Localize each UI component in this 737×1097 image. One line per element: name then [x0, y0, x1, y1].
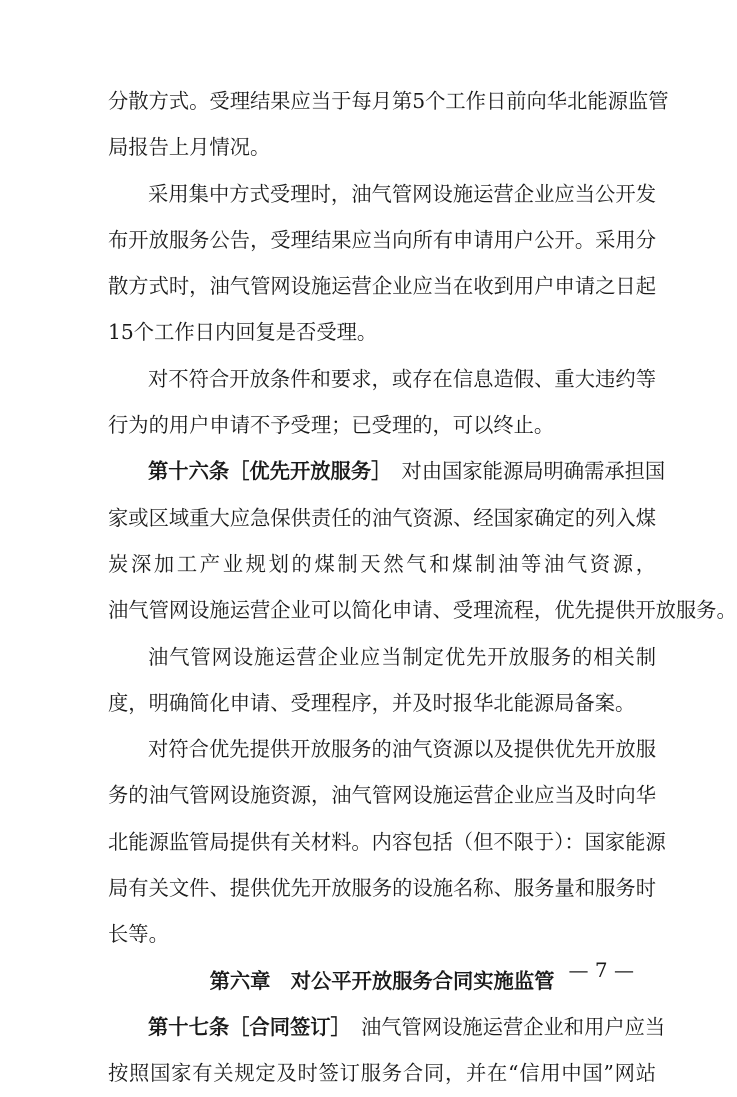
article-16-text: 对由国家能源局明确需承担国: [401, 459, 666, 484]
text-line: 对符合优先提供开放服务的油气资源以及提供优先开放服: [148, 737, 656, 762]
article-16-first-line: [108, 448, 666, 494]
text-line: 15个工作日内回复是否受理。: [108, 320, 378, 345]
article-17-text: 油气管网设施运营企业和用户应当: [360, 1014, 666, 1039]
text-line: 采用集中方式受理时，油气管网设施运营企业应当公开发: [148, 181, 656, 206]
text-line: 油气管网设施运营企业应当制定优先开放服务的相关制: [148, 644, 656, 669]
text-line: 行为的用户申请不予受理；已受理的，可以终止。: [108, 413, 555, 438]
article-16-text: [381, 459, 401, 483]
text-line: 家或区域重大应急保供责任的油气资源、经国家确定的列入煤: [108, 505, 656, 530]
text-line: 布开放服务公告，受理结果应当向所有申请用户公开。采用分: [108, 227, 656, 252]
text-line: 油气管网设施运营企业可以简化申请、受理流程，优先提供开放服务。: [108, 598, 737, 623]
text-line: 长等。: [108, 922, 169, 947]
article-17-text: [341, 1015, 361, 1039]
article-17-first-line: [108, 1004, 666, 1050]
document-body: [108, 78, 737, 1097]
text-line: 局报告上月情况。: [108, 135, 271, 160]
text-line: 度，明确简化申请、受理程序，并及时报华北能源局备案。: [108, 690, 636, 715]
text-line: 北能源监管局提供有关材料。内容包括（但不限于）：国家能源: [108, 829, 666, 854]
text-line: 分散方式。受理结果应当于每月第5个工作日前向华北能源监管: [108, 89, 669, 113]
text-line: 炭深加工产业规划的煤制天然气和煤制油等油气资源，: [108, 551, 656, 576]
chapter-title: 第六章 对公平开放服务合同实施监管: [209, 968, 555, 993]
text-line: 对不符合开放条件和要求，或存在信息造假、重大违约等: [148, 366, 656, 391]
text-line: 散方式时，油气管网设施运营企业应当在收到用户申请之日起: [108, 274, 656, 299]
article-16-heading: 第十六条［优先开放服务］: [148, 459, 382, 484]
text-line: 按照国家有关规定及时签订服务合同，并在“信用中国”网站: [108, 1061, 656, 1086]
text-line: 局有关文件、提供优先开放服务的设施名称、服务量和服务时: [108, 876, 656, 901]
page-number: — 7 —: [568, 958, 634, 982]
article-17-heading: 第十七条［合同签订］: [148, 1014, 341, 1039]
text-line: 务的油气管网设施资源，油气管网设施运营企业应当及时向华: [108, 783, 656, 808]
